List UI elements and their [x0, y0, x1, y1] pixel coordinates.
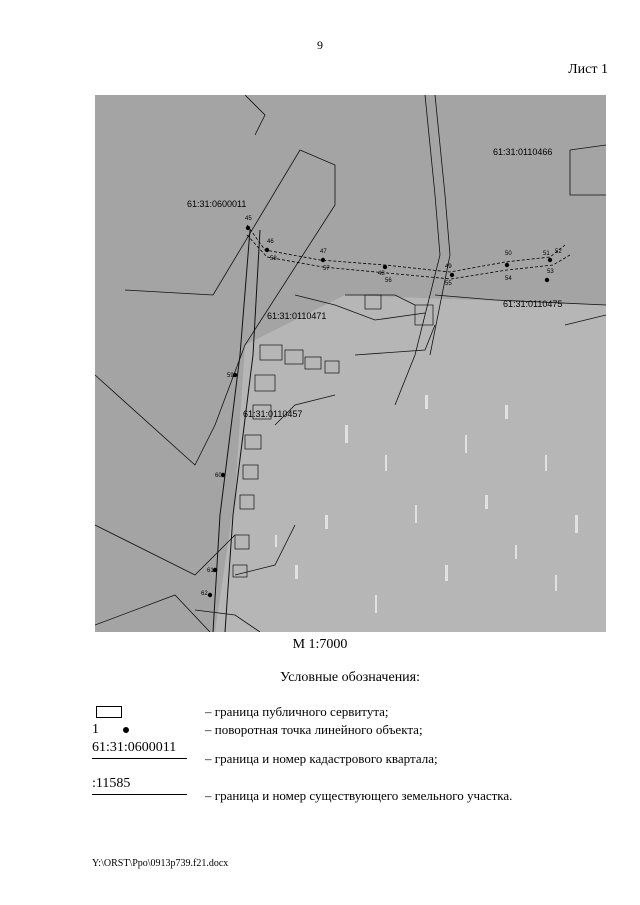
point-label: 59 [227, 373, 234, 379]
point-label: 62 [201, 591, 208, 597]
turning-point [548, 258, 552, 262]
turning-point [450, 273, 454, 277]
point-label: 60 [215, 473, 222, 479]
block-label: 61:31:0110471 [267, 311, 327, 321]
point-label: 46 [267, 239, 274, 245]
turning-point [505, 263, 509, 267]
point-label: 54 [505, 276, 512, 282]
turning-point [383, 265, 387, 269]
point-label: 52 [555, 249, 562, 255]
point-label: 51 [543, 251, 550, 257]
sheet-label: Лист 1 [568, 62, 608, 77]
turning-point [321, 258, 325, 262]
cadastral-map [95, 95, 606, 632]
point-label: 53 [547, 269, 554, 275]
urban-area [215, 295, 606, 632]
point-label: 49 [445, 264, 452, 270]
map-svg [95, 95, 606, 632]
point-label: 50 [505, 251, 512, 257]
turning-point [545, 278, 549, 282]
servitude-line [247, 225, 570, 279]
turning-point [208, 593, 212, 597]
legend-servitude-symbol [96, 706, 122, 718]
point-label: 45 [245, 216, 252, 222]
point-label: 55 [445, 281, 452, 287]
legend-point-icon [123, 727, 129, 733]
point-label: 56 [385, 278, 392, 284]
legend-block-text: – граница и номер кадастрового квартала; [205, 751, 438, 766]
page-number: 9 [317, 38, 323, 52]
turning-point [265, 248, 269, 252]
block-label: 61:31:0600011 [187, 199, 247, 209]
file-path-footer: Y:\ORST\Ppo\0913p739.f21.docx [92, 858, 229, 869]
legend-parcel-text: – граница и номер существующего земельного участка. [205, 788, 513, 803]
point-label: 61 [207, 568, 214, 574]
map-scale: М 1:7000 [292, 637, 348, 652]
block-label: 61:31:0110466 [493, 147, 553, 157]
legend-servitude-text: – граница публичного сервитута; [205, 704, 389, 719]
point-label: 57 [323, 266, 330, 272]
legend-block-sample: 61:31:0600011 [92, 740, 187, 759]
block-label: 61:31:0110457 [243, 409, 303, 419]
block-label: 61:31:0110475 [503, 299, 563, 309]
legend-point-text: – поворотная точка линейного объекта; [205, 722, 423, 737]
legend-parcel-sample: :11585 [92, 776, 187, 795]
point-label: 48 [378, 271, 385, 277]
legend-point-number: 1 [92, 722, 99, 737]
point-label: 58 [270, 256, 277, 262]
legend-title: Условные обозначения: [279, 670, 421, 685]
turning-point [246, 226, 250, 230]
point-label: 47 [320, 249, 327, 255]
